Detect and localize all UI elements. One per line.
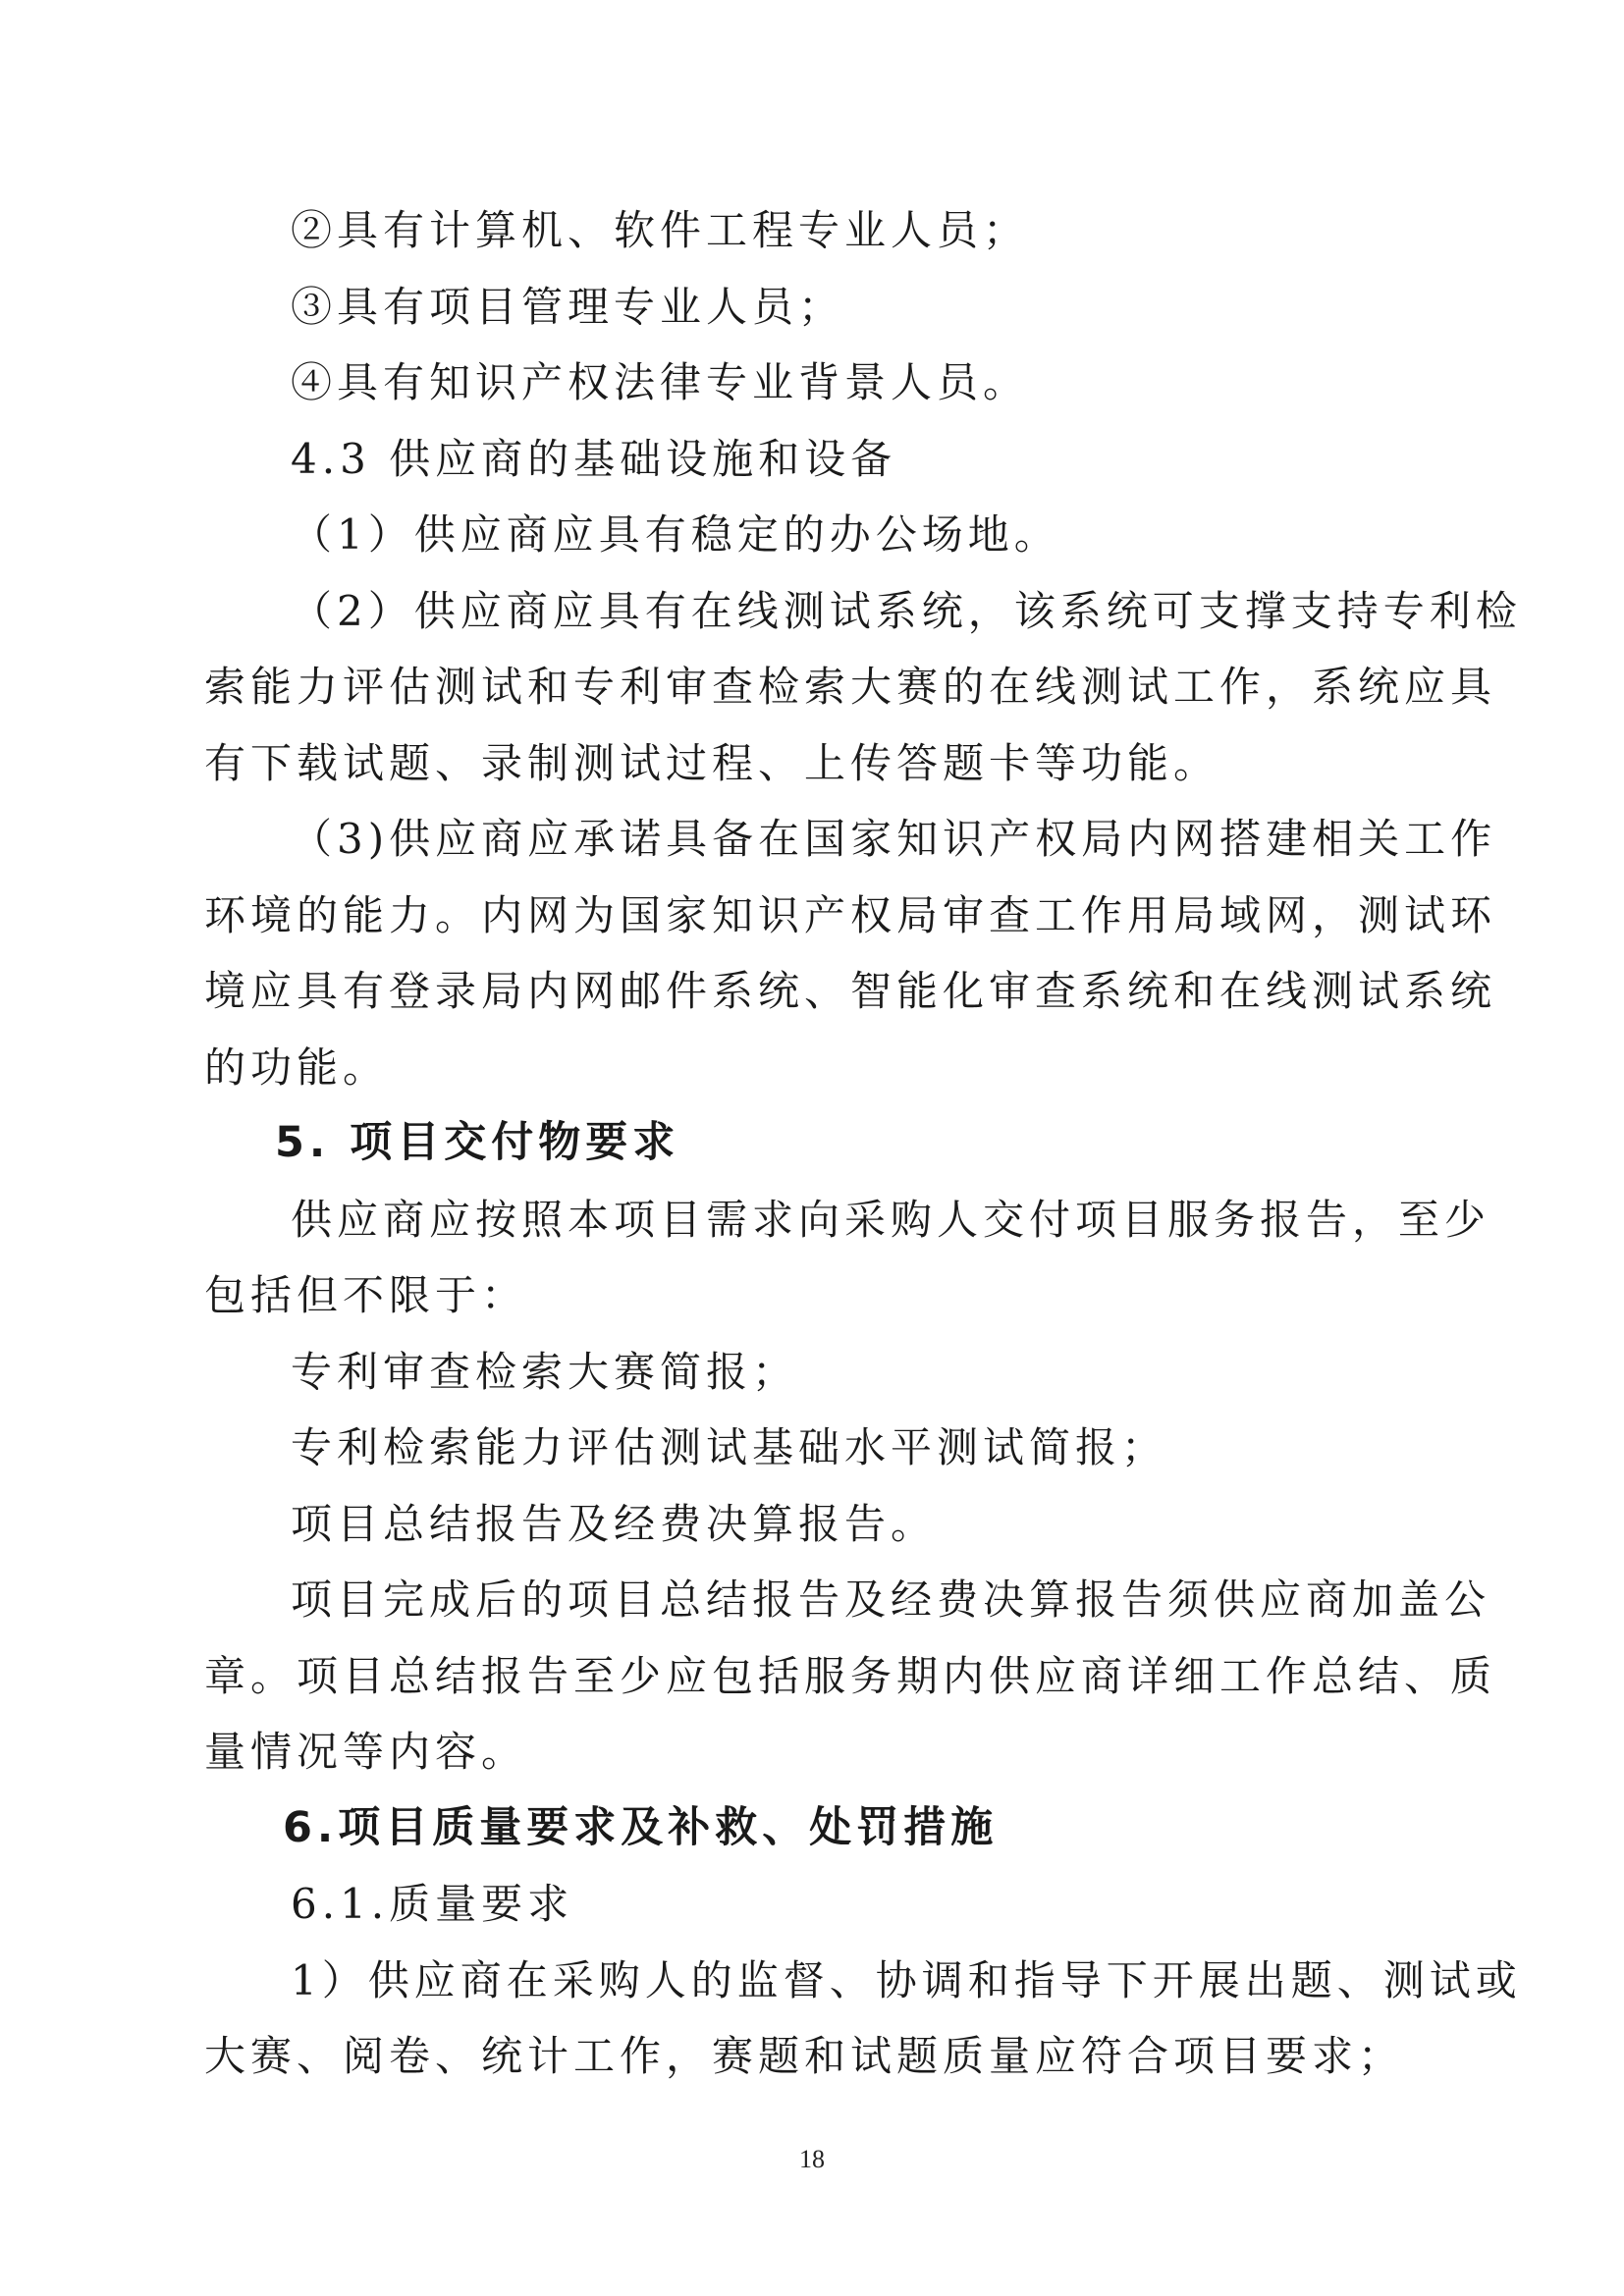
paragraph-line: （1）供应商应具有稳定的办公场地。 (291, 510, 1060, 559)
section-heading-6: 6.项目质量要求及补救、处罚措施 (283, 1802, 999, 1852)
paragraph-line: （2）供应商应具有在线测试系统，该系统可支撑支持专利检 (291, 586, 1522, 635)
subsection-heading: 6.1.质量要求 (291, 1880, 574, 1928)
paragraph-line: 大赛、阅卷、统计工作，赛题和试题质量应符合项目要求； (204, 2032, 1405, 2080)
paragraph-line: 项目完成后的项目总结报告及经费决算报告须供应商加盖公 (291, 1575, 1491, 1624)
list-item: 专利审查检索大赛简报； (291, 1347, 799, 1396)
paragraph-line: 的功能。 (204, 1042, 390, 1092)
paragraph-line: 境应具有登录局内网邮件系统、智能化审查系统和在线测试系统 (204, 967, 1497, 1015)
document-body (204, 192, 1522, 2095)
list-item: 专利检索能力评估测试基础水平测试简报； (291, 1423, 1168, 1471)
section-heading-5: 5. 项目交付物要求 (275, 1118, 680, 1167)
paragraph-line: ②具有计算机、软件工程专业人员； (291, 206, 1030, 254)
subsection-heading: 4.3 供应商的基础设施和设备 (291, 434, 897, 483)
paragraph-line: 供应商应按照本项目需求向采购人交付项目服务报告，至少 (291, 1195, 1491, 1244)
paragraph-line: ④具有知识产权法律专业背景人员。 (291, 358, 1030, 406)
list-item: 项目总结报告及经费决算报告。 (291, 1499, 938, 1548)
page-number: 18 (799, 2145, 825, 2173)
paragraph-line: 1）供应商在采购人的监督、协调和指导下开展出题、测试或 (291, 1955, 1522, 2004)
paragraph-line: 量情况等内容。 (204, 1728, 528, 1776)
paragraph-line: 有下载试题、录制测试过程、上传答题卡等功能。 (204, 738, 1220, 787)
paragraph-line: 包括但不限于： (204, 1271, 528, 1319)
paragraph-line: 索能力评估测试和专利审查检索大赛的在线测试工作，系统应具 (204, 663, 1497, 711)
paragraph-line: ③具有项目管理专业人员； (291, 282, 845, 331)
paragraph-line: 章。项目总结报告至少应包括服务期内供应商详细工作总结、质 (204, 1651, 1497, 1700)
paragraph-line: （3)供应商应承诺具备在国家知识产权局内网搭建相关工作 (291, 815, 1497, 863)
paragraph-line: 环境的能力。内网为国家知识产权局审查工作用局域网，测试环 (204, 890, 1497, 939)
